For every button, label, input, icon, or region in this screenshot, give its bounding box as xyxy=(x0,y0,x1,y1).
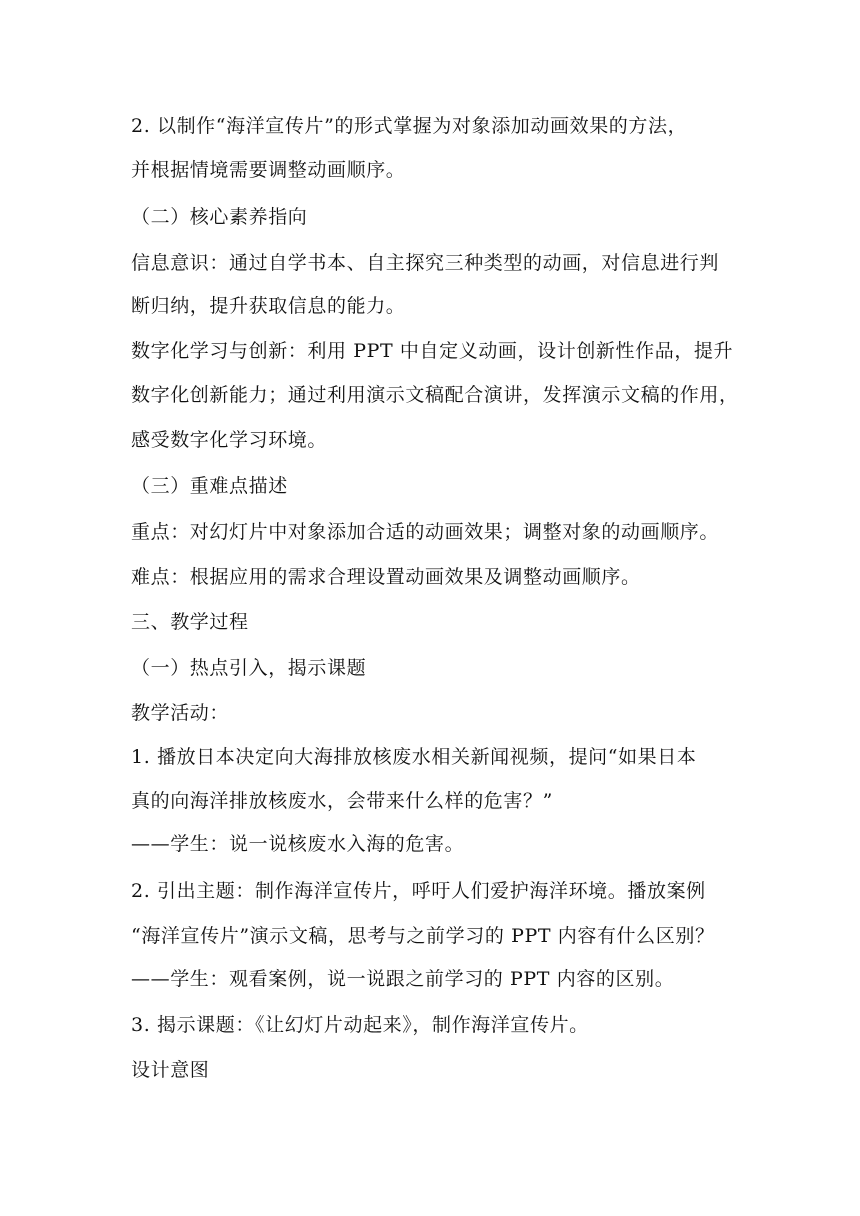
text-line-digital-learning-a: 数字化学习与创新：利用 PPT 中自定义动画，设计创新性作品，提升 xyxy=(131,340,734,362)
text-line-activity-1a: 1. 播放日本决定向大海排放核废水相关新闻视频，提问“如果日本 xyxy=(131,746,697,768)
section-heading-hotspot-intro: （一）热点引入，揭示课题 xyxy=(131,657,367,679)
text-line-info-awareness-a: 信息意识：通过自学书本、自主探究三种类型的动画，对信息进行判 xyxy=(131,252,720,274)
text-line-objective-2a: 2. 以制作“海洋宣传片”的形式掌握为对象添加动画效果的方法， xyxy=(131,115,688,137)
text-line-digital-learning-c: 感受数字化学习环境。 xyxy=(131,429,328,451)
text-line-activity-2a: 2. 引出主题：制作海洋宣传片，呼吁人们爱护海洋环境。播放案例 xyxy=(131,880,706,902)
text-line-info-awareness-b: 断归纳，提升获取信息的能力。 xyxy=(131,295,406,317)
section-heading-teaching-process: 三、教学过程 xyxy=(131,611,249,633)
text-line-teaching-activity: 教学活动： xyxy=(131,702,230,724)
text-line-key-point: 重点：对幻灯片中对象添加合适的动画效果；调整对象的动画顺序。 xyxy=(131,521,720,543)
text-line-objective-2b: 并根据情境需要调整动画顺序。 xyxy=(131,159,406,181)
section-heading-core-literacy: （二）核心素养指向 xyxy=(131,206,308,228)
text-line-activity-2b: “海洋宣传片”演示文稿，思考与之前学习的 PPT 内容有什么区别？ xyxy=(131,925,715,947)
text-line-student-response-1: ——学生：说一说核废水入海的危害。 xyxy=(131,833,465,855)
text-line-difficulty: 难点：根据应用的需求合理设置动画效果及调整动画顺序。 xyxy=(131,566,641,588)
text-line-activity-1b: 真的向海洋排放核废水，会带来什么样的危害？” xyxy=(131,790,553,812)
section-heading-key-difficulties: （三）重难点描述 xyxy=(131,475,288,497)
text-line-design-intent: 设计意图 xyxy=(131,1059,210,1081)
text-line-digital-learning-b: 数字化创新能力；通过利用演示文稿配合演讲，发挥演示文稿的作用， xyxy=(131,384,739,406)
text-line-student-response-2: ——学生：观看案例，说一说跟之前学习的 PPT 内容的区别。 xyxy=(131,968,675,990)
text-line-activity-3: 3. 揭示课题：《让幻灯片动起来》，制作海洋宣传片。 xyxy=(131,1014,589,1036)
